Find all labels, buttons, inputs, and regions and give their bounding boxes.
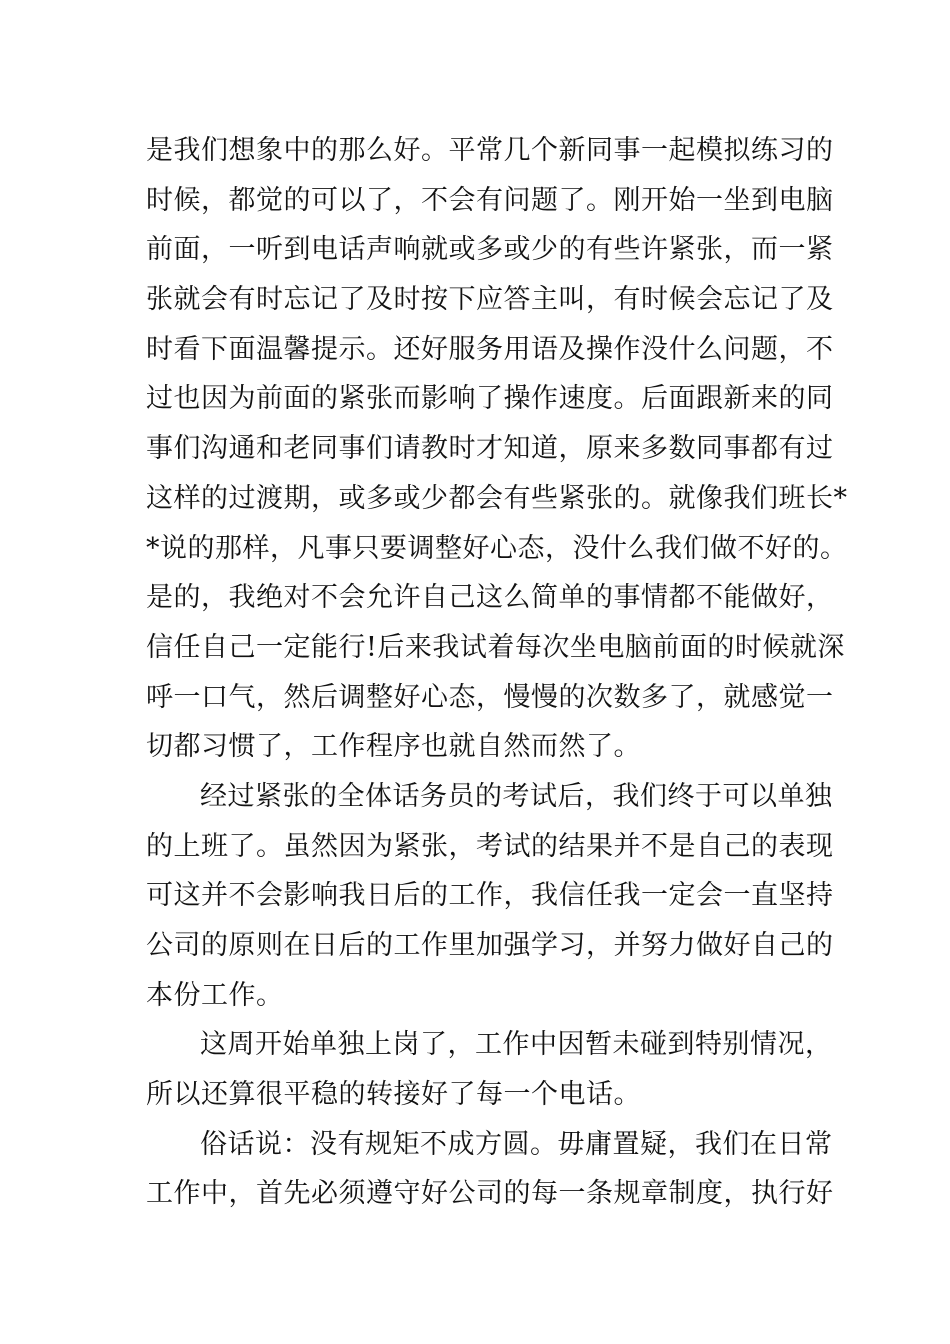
paragraph [146, 1020, 833, 1119]
text-line: 时候，都觉的可以了，不会有问题了。刚开始一坐到电脑 [146, 184, 834, 216]
text-line: 时看下面温馨提示。还好服务用语及操作没什么问题，不 [146, 333, 834, 365]
text-line: 俗话说：没有规矩不成方圆。毋庸置疑，我们在日常 [200, 1128, 833, 1160]
paragraph [146, 1120, 834, 1219]
text-line: 前面，一听到电话声响就或多或少的有些许紧张，而一紧 [146, 234, 834, 266]
text-line: 可这并不会影响我日后的工作，我信任我一定会一直坚持 [146, 880, 834, 912]
text-line: 切都习惯了，工作程序也就自然而然了。 [146, 731, 641, 763]
text-line: 信任自己一定能行!后来我试着每次坐电脑前面的时候就深 [146, 631, 845, 663]
text-line: 这样的过渡期，或多或少都会有些紧张的。就像我们班长* [146, 482, 848, 514]
text-line: 的上班了。虽然因为紧张，考试的结果并不是自己的表现 [146, 830, 834, 862]
paragraph [146, 126, 848, 772]
text-line: 公司的原则在日后的工作里加强学习，并努力做好自己的 [146, 930, 834, 961]
text-line: 经过紧张的全体话务员的考试后，我们终于可以单独 [200, 780, 833, 812]
text-line: 呼一口气，然后调整好心态，慢慢的次数多了，就感觉一 [146, 681, 834, 713]
text-line: 所以还算很平稳的转接好了每一个电话。 [146, 1079, 641, 1111]
text-line: *说的那样，凡事只要调整好心态，没什么我们做不好的。 [146, 532, 848, 564]
text-line: 工作中，首先必须遵守好公司的每一条规章制度，执行好 [146, 1178, 834, 1210]
document-body [146, 126, 848, 1219]
text-line: 张就会有时忘记了及时按下应答主叫，有时候会忘记了及 [146, 284, 834, 316]
text-line: 这周开始单独上岗了，工作中因暂未碰到特别情况， [200, 1029, 833, 1061]
text-line: 是我们想象中的那么好。平常几个新同事一起模拟练习的 [146, 135, 834, 166]
text-line: 是的，我绝对不会允许自己这么简单的事情都不能做好， [146, 582, 834, 614]
text-line: 事们沟通和老同事们请教时才知道，原来多数同事都有过 [146, 433, 834, 465]
paragraph [146, 772, 834, 1020]
text-line: 过也因为前面的紧张而影响了操作速度。后面跟新来的同 [146, 383, 834, 415]
text-line: 本份工作。 [146, 979, 284, 1011]
